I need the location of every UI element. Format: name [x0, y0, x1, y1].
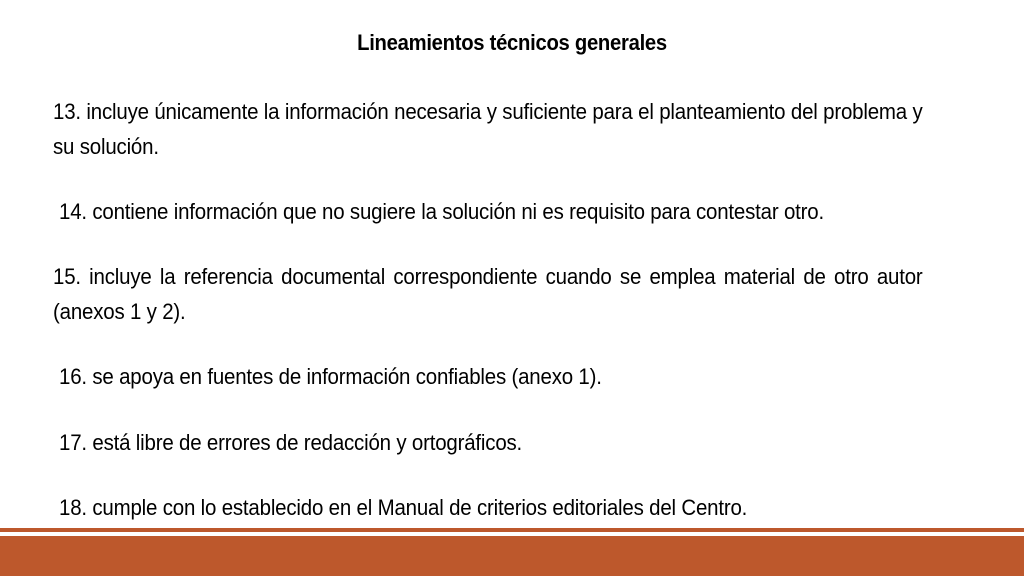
slide-title: Lineamientos técnicos generales — [357, 30, 667, 55]
guideline-item-13: 13. incluye únicamente la información necesaria y suficiente para el planteamiento del problema y su solución. — [53, 99, 923, 159]
guideline-item-15: 15. incluye la referencia documental correspondiente cuando se emplea material de otro autor (anexos 1 y 2). — [53, 264, 923, 324]
guideline-item-17: 17. está libre de errores de redacción y ortográficos. — [59, 430, 523, 455]
guideline-item-16: 16. se apoya en fuentes de información confiables (anexo 1). — [59, 364, 602, 389]
footer-accent-line — [0, 528, 1024, 532]
footer-accent-bar — [0, 536, 1024, 576]
guideline-item-18: 18. cumple con lo establecido en el Manual de criterios editoriales del Centro. — [59, 495, 748, 520]
guideline-item-14: 14. contiene información que no sugiere la solución ni es requisito para contestar otro. — [59, 199, 824, 224]
